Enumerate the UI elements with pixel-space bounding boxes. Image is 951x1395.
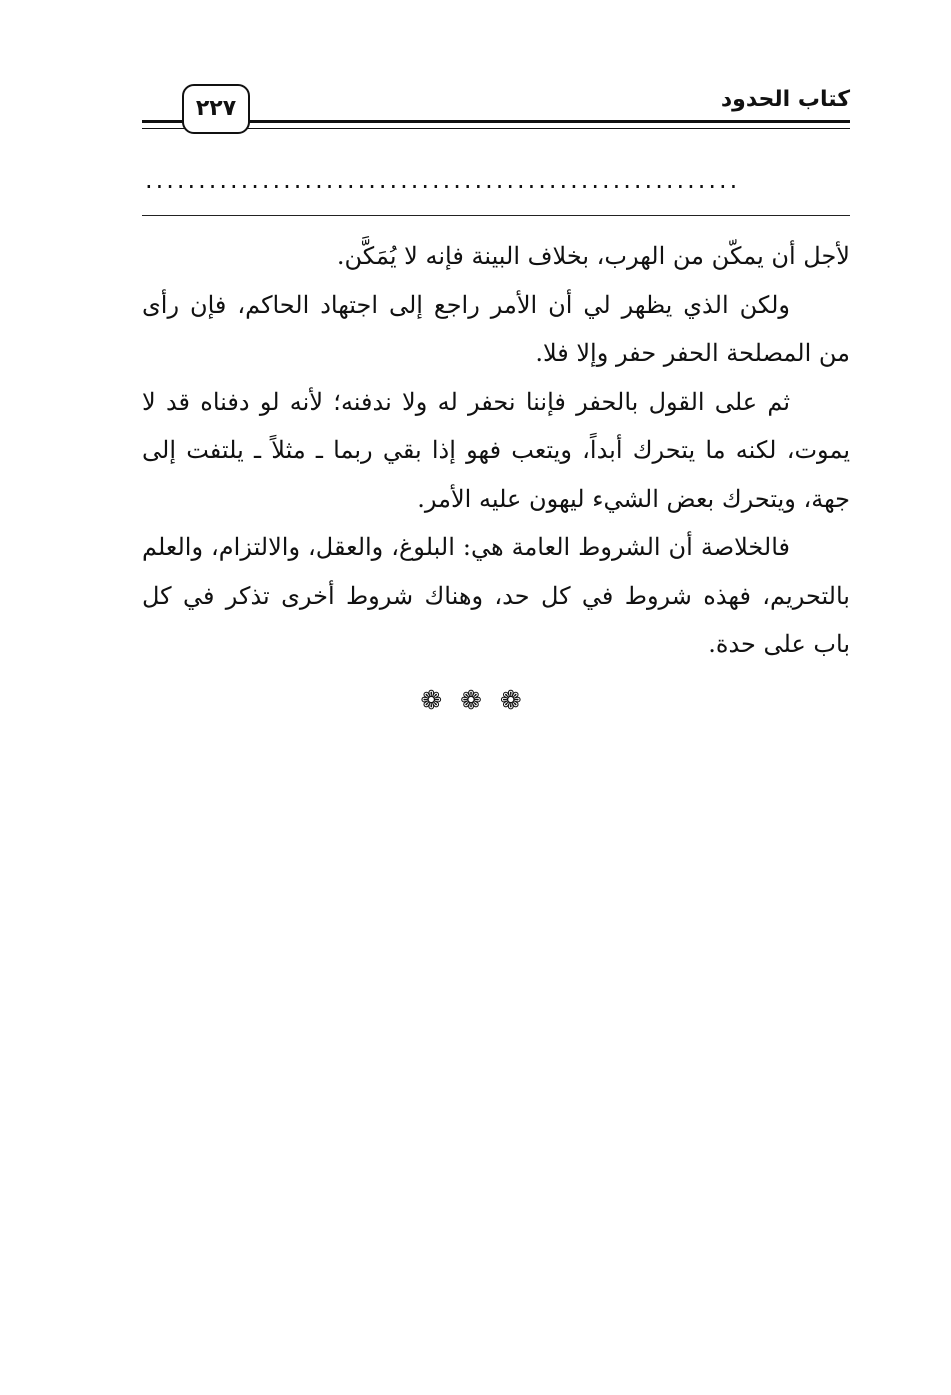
paragraph-1: لأجل أن يمكّن من الهرب، بخلاف البينة فإنه لا يُمَكَّن. (336, 242, 850, 270)
dotted-ellipsis: ........................................................ (145, 166, 741, 194)
book-title: كتاب الحدود (720, 87, 850, 112)
page-header (142, 82, 850, 140)
paragraph-2: ولكن الذي يظهر لي أن الأمر راجع إلى اجتهاد الحاكم، فإن رأى من المصلحة الحفر حفر وإلا فلا. (142, 290, 850, 367)
separator-line (142, 215, 850, 216)
page-number: ٢٢٧ (182, 84, 250, 134)
body-text (142, 232, 850, 669)
section-end-ornaments: ❁❁❁ (420, 686, 540, 716)
paragraph-4: فالخلاصة أن الشروط العامة هي: البلوغ، والعقل، والالتزام، والعلم بالتحريم، فهذه شروط في كل حد، وهناك شروط أخرى تذكر في كل باب على حدة. (142, 533, 850, 658)
paragraph-3: ثم على القول بالحفر فإننا نحفر له ولا ندفنه؛ لأنه لو دفناه قد لا يموت، لكنه ما يتحرك أبداً، ويتعب فهو إذا بقي ربما ـ مثلاً ـ يلتفت إلى جهة، ويتحرك بعض الشيء ليهون عليه الأمر. (142, 387, 850, 513)
